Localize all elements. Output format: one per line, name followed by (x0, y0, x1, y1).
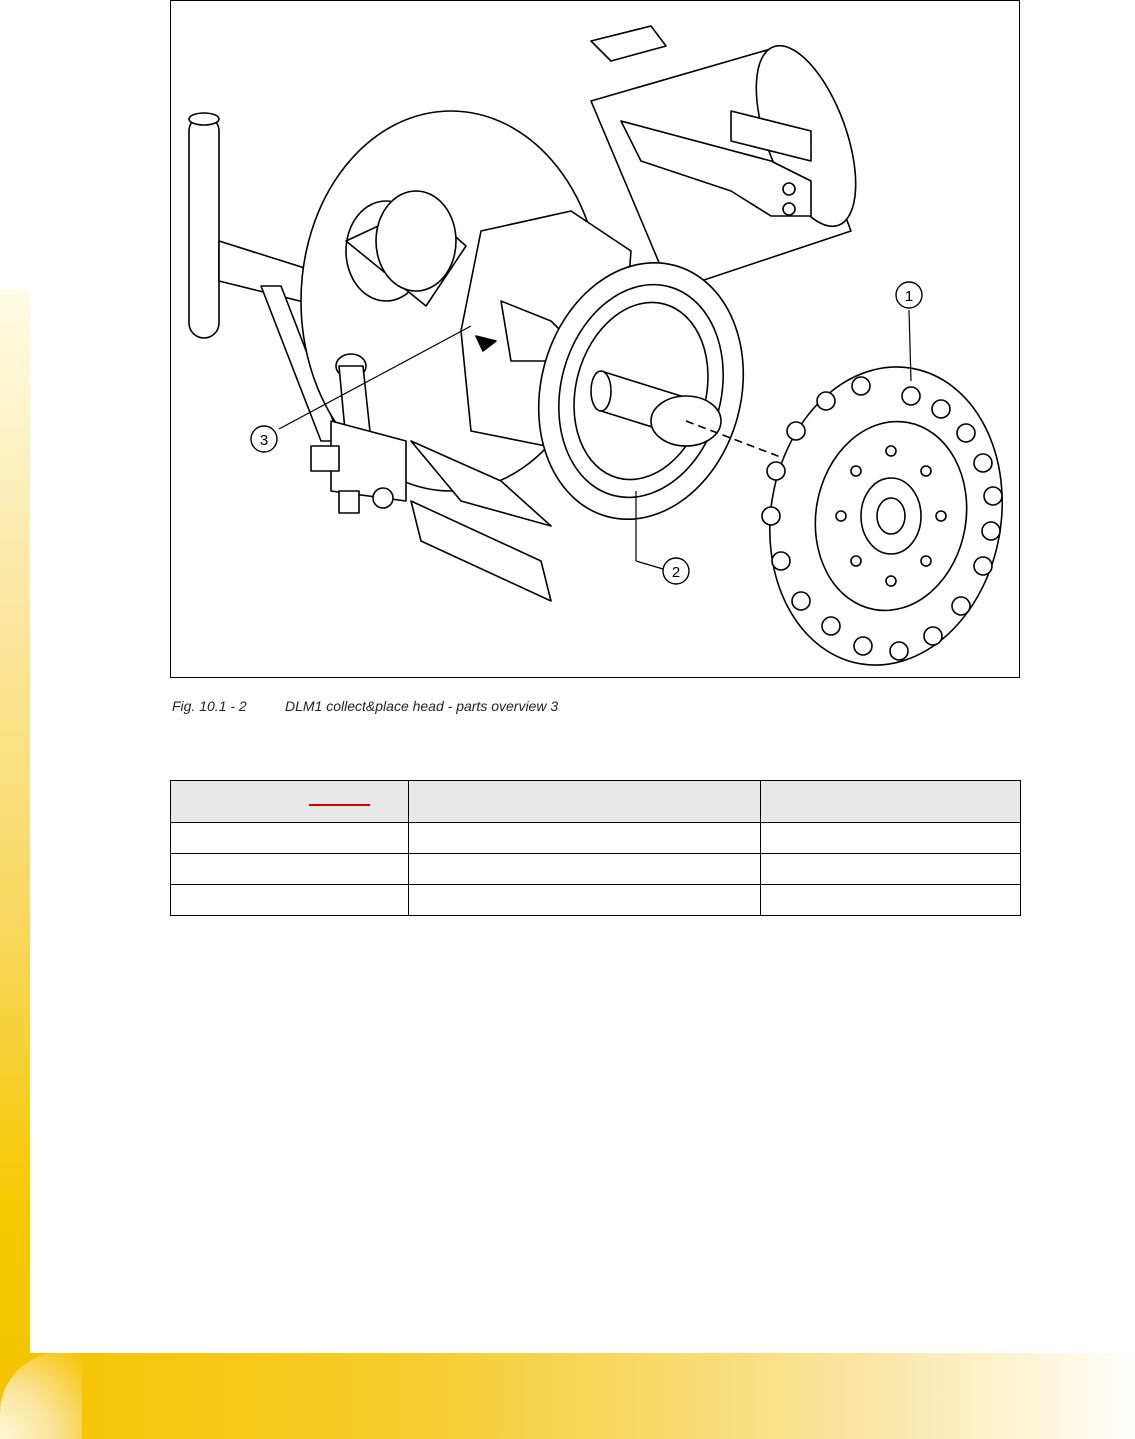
left-accent-bar (0, 290, 30, 1439)
table-cell (171, 885, 409, 916)
table-cell (171, 823, 409, 854)
table-cell (761, 854, 1021, 885)
callout-2 (663, 558, 689, 584)
table-cell (409, 854, 761, 885)
bottom-accent-bar (30, 1353, 1135, 1439)
table-cell (409, 885, 761, 916)
red-underline-mark (309, 804, 370, 806)
figure-title: DLM1 collect&place head - parts overview 3 (285, 698, 559, 714)
table-row (171, 823, 1021, 854)
table-header-cell (171, 781, 409, 823)
svg-text:1: 1 (904, 288, 914, 305)
table-cell (761, 885, 1021, 916)
svg-text:2: 2 (671, 564, 681, 581)
table-header-cell (761, 781, 1021, 823)
callout-3 (251, 426, 277, 452)
table-header-row (171, 781, 1021, 823)
table-cell (761, 823, 1021, 854)
collect-place-head-drawing (171, 1, 1021, 679)
table-row (171, 854, 1021, 885)
figure-number: Fig. 10.1 - 2 (172, 698, 247, 714)
table-header-cell (409, 781, 761, 823)
callout-1 (896, 282, 922, 308)
nozzle-wheel (747, 348, 1021, 679)
table-cell (409, 823, 761, 854)
table-row (171, 885, 1021, 916)
table-cell (171, 854, 409, 885)
parts-table (170, 780, 1021, 916)
handle-bar (189, 116, 219, 338)
svg-text:3: 3 (259, 432, 269, 449)
technical-illustration (170, 0, 1020, 678)
